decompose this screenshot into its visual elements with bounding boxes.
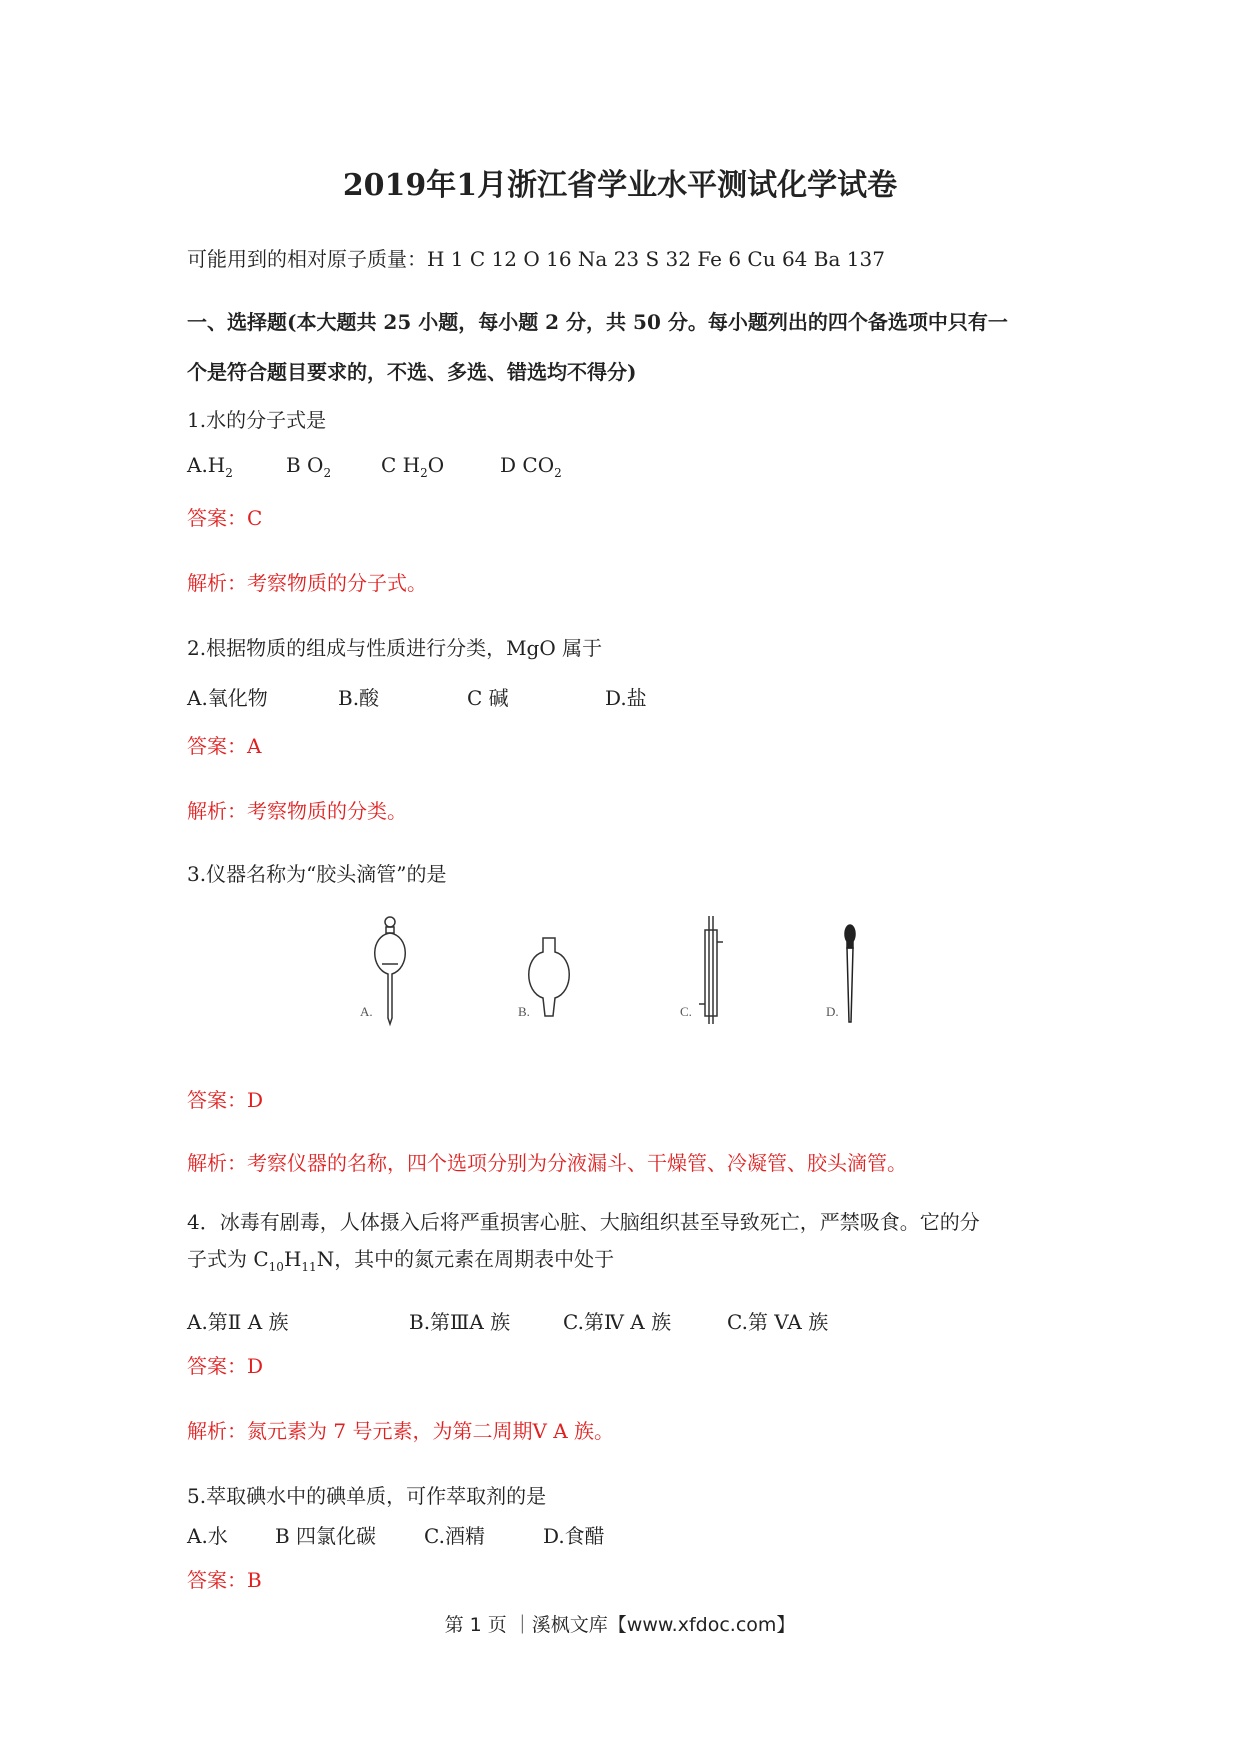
q2-option-c: C 碱 (467, 686, 509, 710)
condenser-drawing (699, 916, 723, 1024)
section1-heading-line2: 个是符合题目要求的，不选、多选、错选均不得分) (187, 360, 637, 384)
figure-label-b: B. (518, 1004, 530, 1019)
q4-option-d: C.第 VA 族 (727, 1310, 829, 1334)
separatory-funnel-drawing (375, 917, 406, 1024)
page-footer: 第 1 页 ｜溪枫文库【www.xfdoc.com】 (444, 1614, 796, 1636)
q3-stem: 3.仪器名称为“胶头滴管”的是 (187, 862, 447, 886)
figure-label-a: A. (360, 1004, 373, 1019)
q4-option-b: B.第ⅢA 族 (409, 1310, 511, 1334)
q4-option-a: A.第Ⅱ A 族 (187, 1310, 289, 1334)
q2-option-a: A.氧化物 (187, 686, 268, 710)
q2-analysis: 解析：考察物质的分类。 (187, 799, 407, 823)
q4-stem-line2: 子式为 $C_{10}H_{11}N$，其中的氮元素在周期表中处于 (187, 1247, 615, 1274)
q4-answer: 答案：D (187, 1354, 264, 1378)
q1-option-d: D $CO_2$ (500, 453, 562, 480)
apparatus-figure-svg (350, 912, 890, 1030)
atomic-mass-line: 可能用到的相对原子质量：H 1 C 12 O 16 Na 23 S 32 Fe 6 Cu 64 Ba 137 (187, 247, 885, 271)
q5-option-c: C.酒精 (424, 1524, 485, 1548)
figure-label-c: C. (680, 1004, 692, 1019)
section1-heading-line1: 一、选择题(本大题共 25 小题，每小题 2 分，共 50 分。每小题列出的四个备选项中只有一 (187, 310, 1008, 334)
q3-answer: 答案：D (187, 1088, 264, 1112)
q1-option-b: B $O_2$ (286, 453, 332, 480)
q1-option-a: $A.H_2$ (187, 453, 233, 480)
q2-stem: 2.根据物质的组成与性质进行分类，MgO 属于 (187, 636, 603, 660)
q4-option-c: C.第Ⅳ A 族 (563, 1310, 672, 1334)
q1-option-c: C $H_2O$ (381, 453, 445, 480)
q5-stem: 5.萃取碘水中的碘单质，可作萃取剂的是 (187, 1484, 547, 1508)
q4-stem-line1: 4．冰毒有剧毒，人体摄入后将严重损害心脏、大脑组织甚至导致死亡，严禁吸食。它的分 (187, 1210, 980, 1234)
q5-option-a: A.水 (187, 1524, 228, 1548)
q1-stem: 1.水的分子式是 (187, 408, 327, 432)
q5-option-b: B 四氯化碳 (275, 1524, 377, 1548)
q5-option-d: D.食醋 (543, 1524, 605, 1548)
dropper-drawing (845, 925, 855, 1022)
q5-answer: 答案：B (187, 1568, 262, 1592)
q3-analysis: 解析：考察仪器的名称，四个选项分别为分液漏斗、干燥管、冷凝管、胶头滴管。 (187, 1151, 907, 1175)
drying-tube-drawing (529, 938, 570, 1016)
q1-answer: 答案：C (187, 506, 263, 530)
q3-apparatus-figure (350, 912, 890, 1030)
q4-analysis: 解析：氮元素为 7 号元素，为第二周期Ⅴ A 族。 (187, 1419, 615, 1443)
figure-label-d: D. (826, 1004, 839, 1019)
page-title: 2019年1月浙江省学业水平测试化学试卷 (342, 168, 898, 203)
q2-option-b: B.酸 (338, 686, 380, 710)
q2-answer: 答案：A (187, 734, 262, 758)
q2-option-d: D.盐 (605, 686, 647, 710)
q1-analysis: 解析：考察物质的分子式。 (187, 571, 427, 595)
